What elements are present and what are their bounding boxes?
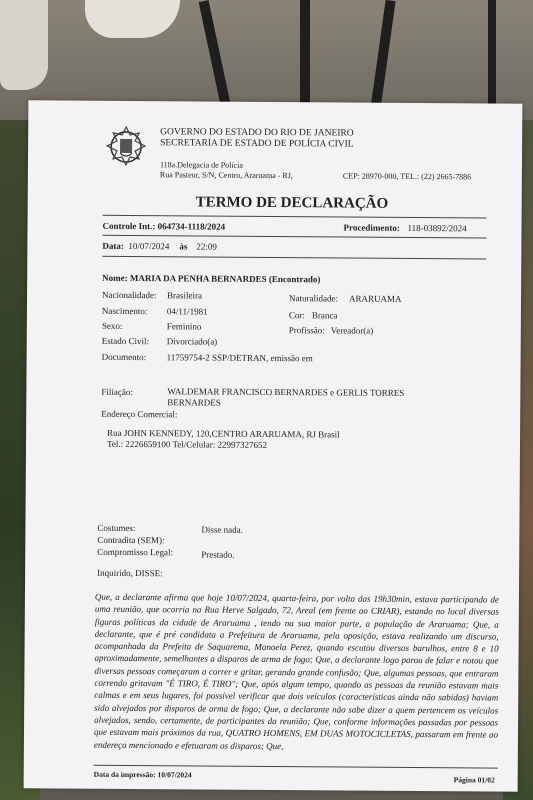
- sexo-value: Feminino: [166, 321, 202, 332]
- divider: [102, 256, 486, 260]
- compromisso-label: Compromisso Legal:: [97, 546, 174, 558]
- filiacao-line1: WALDEMAR FRANCISCO BERNARDES e GERLIS TORRES: [167, 386, 405, 398]
- cep-tel: CEP: 28970-000, TEL.: (22) 2665-7886: [342, 171, 472, 182]
- endereco-line2: Tel.: 2226659100 Tel/Celular: 22997327652: [106, 438, 268, 450]
- divider: [94, 765, 498, 769]
- procedimento-label: Procedimento:: [343, 222, 400, 233]
- sexo-label: Sexo:: [101, 320, 123, 331]
- compromisso-value: Prestado.: [201, 549, 235, 560]
- address: Rua Pasteur, S/N, Centro, Araruama - RJ,: [159, 170, 293, 181]
- nascimento-value: 04/11/1981: [166, 306, 208, 317]
- police-seal-icon: [103, 123, 149, 169]
- endereco-label: Endereço Comercial:: [101, 408, 178, 420]
- data-value: 10/07/2024: [128, 240, 170, 252]
- nacionalidade-value: Brasileira: [167, 290, 203, 301]
- divider: [102, 235, 486, 239]
- document-title: TERMO DE DECLARAÇÃO: [195, 194, 389, 212]
- divider: [103, 215, 487, 219]
- time-value: 22:09: [196, 241, 217, 252]
- tripod-leg: [300, 0, 310, 110]
- filiacao-line2: BERNARDES: [167, 397, 221, 408]
- gov-line2: SECRETARIA DE ESTADO DE POLÍCIA CIVIL: [160, 138, 354, 150]
- contradita-label: Contradita (SEM):: [97, 534, 165, 546]
- procedimento-value: 118-03892/2024: [407, 222, 467, 234]
- estado-civil-label: Estado Civil:: [101, 335, 150, 347]
- data-label: Data:: [102, 240, 124, 251]
- inquirido-label: Inquirido, DISSE:: [97, 567, 163, 579]
- profissao-value: Vereador(a): [330, 325, 374, 336]
- as-label: às: [179, 241, 188, 252]
- cor-value: Branca: [311, 310, 338, 321]
- nacionalidade-label: Nacionalidade:: [102, 289, 157, 301]
- filiacao-label: Filiação:: [101, 386, 133, 398]
- declaration-document: [24, 100, 523, 791]
- estado-civil-value: Divorciado(a): [166, 336, 218, 347]
- naturalidade-label: Naturalidade:: [288, 293, 339, 304]
- delegacia: 118a.Delegacia de Polícia: [159, 160, 243, 170]
- controle-field: Controle Int.: 064734-1118/2024: [102, 220, 226, 232]
- profissao-label: Profissão:: [288, 325, 325, 336]
- cor-label: Cor:: [288, 310, 305, 321]
- costumes-value: Disse nada.: [201, 524, 243, 535]
- naturalidade-value: ARARUAMA: [348, 293, 402, 304]
- endereco-line1: Rua JOHN KENNEDY, 120,CENTRO ARARUAMA, RJ Brasil: [107, 427, 340, 440]
- documento-label: Documento:: [101, 351, 147, 363]
- background-shoe-left: [0, 0, 48, 90]
- declaration-narrative: Que, a declarante afirma que hoje 10/07/2024, quarta-feira, por volta das 19h30min, estava participando de uma reunião, que ocorria na Rua Herve Salgado, 72, Areal (em frente ao CRIAR), estando no local diversas figuras políticas da cidade de Araruama , tendo na sua maior parte, a população de Araruama; Que, a declarante, que é pré candidata a Prefeitura de Araruama, pela oposição, estava realizando um discurso, acompanhada da Prefeita de Saquarema, Manoela Perez, quando escutou diversos barulhos, entre 8 e 10 aproximadamente, semelhantes a disparos de arma de fogo; Que, a declarante logo parou de falar e notou que diversas pessoas começaram a correr e gritar, gerando grande confusão; Que, algumas pessoas, que entraram correndo gritavam "É TIRO, É TIRO"; Que, após algum tempo, quando as pessoas da reunião estavam mais calmas e em seus lugares, foi possível verificar que dois veículos (características ainda não sabidas) haviam sido alvejados por disparos de arma de fogo; Que, a declarante não sabe dizer a quem pertencem os veículos alvejados, sendo, certamente, de participantes da reunião; Que, conforme informações passadas por pessoas que estavam mais próximos da rua, QUATRO HOMENS, EM DUAS MOTOCICLETAS, passaram em frente ao endereço mencionado e efetuaram os disparos; Que,: [93, 591, 499, 751]
- nascimento-label: Nascimento:: [101, 305, 148, 317]
- tripod-leg: [488, 0, 496, 110]
- costumes-label: Costumes:: [97, 522, 136, 534]
- documento-value: 11759754-2 SSP/DETRAN, emissão em: [166, 352, 313, 364]
- page-number: Página 01/02: [453, 775, 495, 785]
- gov-line1: GOVERNO DO ESTADO DO RIO DE JANEIRO: [160, 127, 354, 139]
- person-name: Nome: MARIA DA PENHA BERNARDES (Encontrado): [102, 272, 321, 285]
- print-date: Data da impressão: 10/07/2024: [93, 769, 192, 780]
